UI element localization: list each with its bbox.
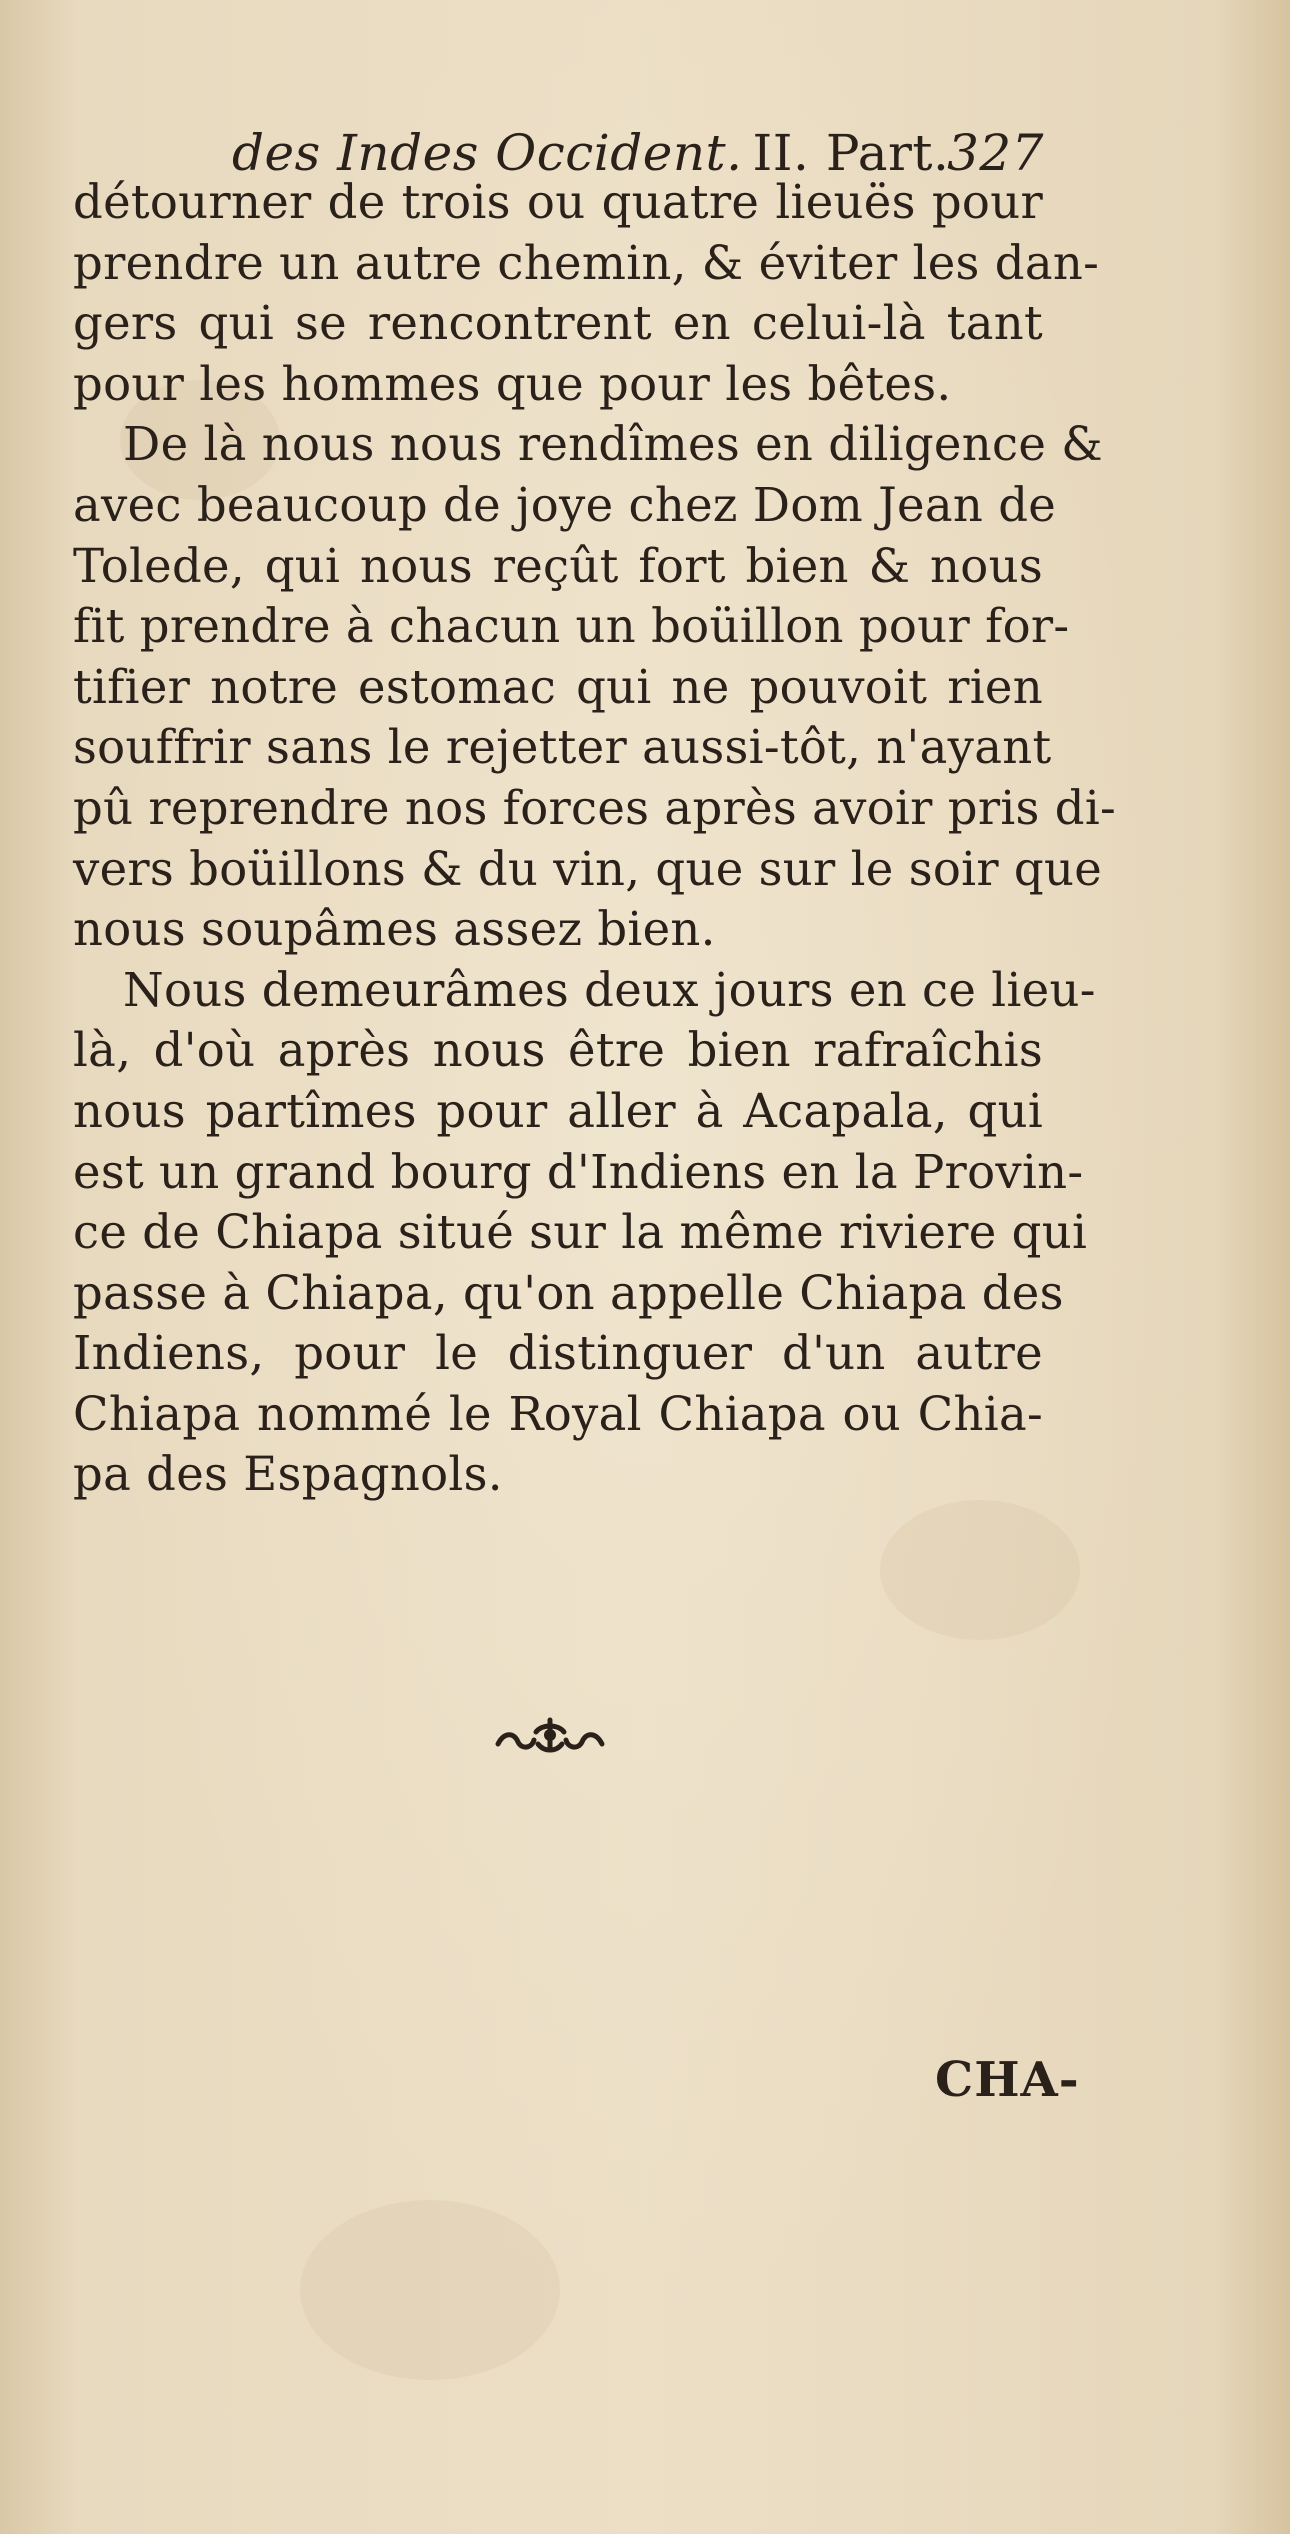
text-line: tifier notre estomac qui ne pouvoit rien (73, 659, 1043, 714)
text-line: Tolede, qui nous reçût fort bien & nous (73, 538, 1043, 593)
running-title: des Indes Occident. (232, 124, 743, 182)
text-line: Indiens, pour le distinguer d'un autre (73, 1326, 1043, 1381)
text-line: détourner de trois ou quatre lieuës pour (73, 175, 1043, 229)
text-line: prendre un autre chemin, & éviter les dan- (73, 235, 1100, 290)
text-line: vers boüillons & du vin, que sur le soir que (73, 841, 1103, 896)
text-line: là, d'où après nous être bien rafraîchis (73, 1023, 1043, 1078)
text-line: avec beaucoup de joye chez Dom Jean de (73, 477, 1057, 532)
text-line: est un grand bourg d'Indiens en la Provin- (73, 1144, 1084, 1199)
text-line: pû reprendre nos forces après avoir pris di- (73, 780, 1117, 835)
text-line: pa des Espagnols. (73, 1447, 503, 1502)
text-line: passe à Chiapa, qu'on appelle Chiapa des (73, 1265, 1064, 1320)
text-line: pour les hommes que pour les bêtes. (73, 356, 952, 411)
text-line: fit prendre à chacun un boüillon pour for- (73, 599, 1070, 654)
text-line: Chiapa nommé le Royal Chiapa ou Chia- (73, 1386, 1043, 1441)
paper-stain (880, 1500, 1080, 1640)
catchword: CHA- (935, 2052, 1080, 2108)
printers-flower-ornament-icon (490, 1710, 610, 1760)
text-line: gers qui se rencontrent en celui-là tant (73, 296, 1043, 351)
text-line: nous partîmes pour aller à Acapala, qui (73, 1083, 1043, 1138)
text-line: nous soupâmes assez bien. (73, 902, 716, 957)
text-line: Nous demeurâmes deux jours en ce lieu- (123, 962, 1096, 1017)
part-label: II. Part. (752, 124, 950, 182)
body-text (73, 172, 1117, 1505)
paper-stain (300, 2200, 560, 2380)
text-line: ce de Chiapa situé sur la même riviere qui (73, 1205, 1088, 1260)
text-line: De là nous nous rendîmes en diligence & (123, 417, 1103, 472)
page-number: 327 (947, 124, 1044, 182)
text-line: souffrir sans le rejetter aussi-tôt, n'ayant (73, 720, 1052, 775)
